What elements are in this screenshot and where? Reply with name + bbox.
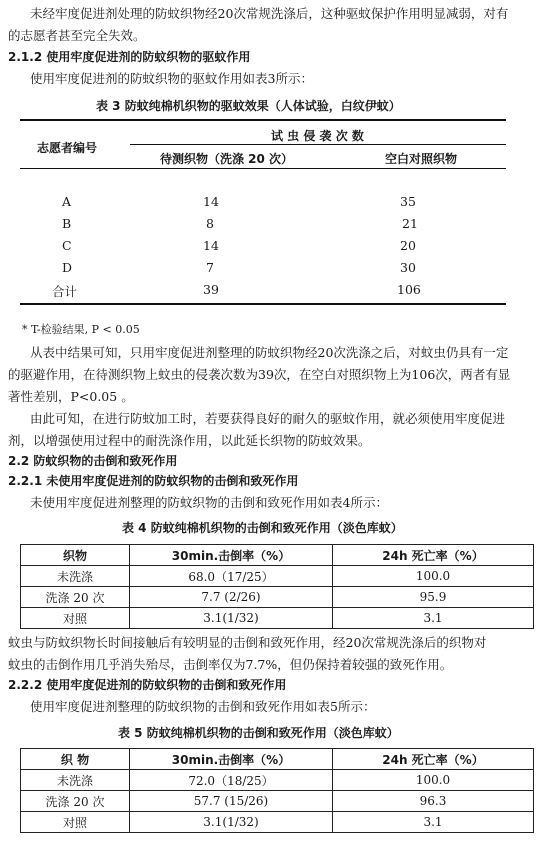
section-text-2-1-2: 使用牢度促进剂的防蚊织物的驱蚊作用如表3所示： [30, 71, 313, 86]
table3-total-test: 39 [203, 282, 219, 297]
table3-row-a-id: A [62, 194, 72, 209]
table4-cell: 对照 [21, 608, 130, 629]
para1-line-3: 著性差别，P<0.05 。 [8, 389, 134, 404]
table4-cell: 7.7 (2/26) [130, 587, 333, 608]
table5-cell: 对照 [21, 812, 130, 833]
table-row [21, 608, 534, 629]
table4-cell: 68.0（17/25） [130, 566, 333, 587]
table3-row-d-test: 7 [206, 260, 214, 275]
table3-row-b-id: B [62, 216, 72, 231]
table3-total-ctrl: 106 [397, 282, 421, 297]
table3-bottom-rule [20, 303, 506, 305]
table-row [21, 791, 534, 812]
table3-col-id: 志愿者编号 [37, 141, 98, 155]
table3-col-test: 待测织物（洗涤 20 次） [160, 152, 294, 166]
table3-row-a-test: 14 [203, 194, 219, 209]
table5-cell: 57.7 (15/26) [130, 791, 333, 812]
table5-header-fabric: 织 物 [21, 749, 130, 770]
table3-row-a-ctrl: 35 [400, 194, 416, 209]
table3-row-c-test: 14 [203, 238, 219, 253]
table3-caption: 表 3 防蚊纯棉机织物的驱蚊效果（人体试验，白纹伊蚊） [96, 99, 401, 113]
section-heading-2-2-2: 2.2.2 使用牢度促进剂的防蚊织物的击倒和致死作用 [8, 678, 287, 692]
table5-cell: 96.3 [333, 791, 534, 812]
table4-cell: 洗涤 20 次 [21, 587, 130, 608]
table5-header-knockdown: 30min.击倒率（%） [130, 749, 333, 770]
table4 [20, 544, 534, 629]
table4-header-row [21, 545, 534, 566]
table4-cell: 3.1(1/32) [130, 608, 333, 629]
table5-caption: 表 5 防蚊纯棉机织物的击倒和致死作用（淡色库蚊） [118, 726, 399, 740]
para3-line-2: 蚊虫的击倒作用几乎消失殆尽，击倒率仅为7.7%，但仍保持着较强的致死作用。 [8, 657, 453, 672]
section-heading-2-1-2: 2.1.2 使用牢度促进剂的防蚊织物的驱蚊作用 [8, 50, 251, 64]
section-heading-2-2-1: 2.2.1 未使用牢度促进剂的防蚊织物的击倒和致死作用 [8, 474, 299, 488]
table5-cell: 3.1 [333, 812, 534, 833]
table4-cell: 3.1 [333, 608, 534, 629]
table5-cell: 72.0（18/25） [130, 770, 333, 791]
table3-group-header: 试 虫 侵 袭 次 数 [271, 129, 364, 143]
table4-header-fabric: 织物 [21, 545, 130, 566]
table-row [21, 566, 534, 587]
table5-header-mortality: 24h 死亡率（%） [333, 749, 534, 770]
intro-line-2: 的志愿者甚至完全失效。 [8, 28, 146, 43]
table3-row-c-ctrl: 20 [400, 238, 416, 253]
table5 [20, 748, 534, 833]
table5-cell: 未洗涤 [21, 770, 130, 791]
table4-header-mortality: 24h 死亡率（%） [333, 545, 534, 566]
table3-head-rule [20, 168, 506, 169]
table4-header-knockdown: 30min.击倒率（%） [130, 545, 333, 566]
table4-cell: 未洗涤 [21, 566, 130, 587]
section-text-2-2-2: 使用牢度促进剂整理的防蚊织物的击倒和致死作用如表5所示： [30, 699, 376, 714]
section-text-2-2-1: 未使用牢度促进剂整理的防蚊织物的击倒和致死作用如表4所示： [30, 495, 388, 510]
table-row [21, 587, 534, 608]
table3-row-b-test: 8 [206, 216, 214, 231]
table3-total-id: 合计 [52, 284, 78, 299]
intro-line-1: 未经牢度促进剂处理的防蚊织物经20次常规洗涤后，这种驱蚊保护作用明显减弱，对有 [30, 6, 509, 21]
table4-caption: 表 4 防蚊纯棉机织物的击倒和致死作用（淡色库蚊） [122, 521, 403, 535]
table5-header-row [21, 749, 534, 770]
table4-cell: 95.9 [333, 587, 534, 608]
para3-line-1: 蚊虫与防蚊织物长时间接触后有较明显的击倒和致死作用，经20次常规洗涤后的织物对 [8, 635, 487, 650]
table3-row-b-ctrl: 21 [402, 216, 418, 231]
table5-cell: 100.0 [333, 770, 534, 791]
table-row [21, 770, 534, 791]
table3-row-d-ctrl: 30 [400, 260, 416, 275]
table4-cell: 100.0 [333, 566, 534, 587]
para1-line-2: 的驱避作用，在待测织物上蚊虫的侵袭次数为39次，在空白对照织物上为106次，两者有显 [8, 367, 511, 382]
table-row [21, 812, 534, 833]
section-heading-2-2: 2.2 防蚊织物的击倒和致死作用 [8, 454, 178, 468]
table3-col-ctrl: 空白对照织物 [385, 152, 458, 166]
table3-top-rule [20, 119, 506, 121]
table3-row-c-id: C [62, 238, 72, 253]
para1-line-1: 从表中结果可知，只用牢度促进剂整理的防蚊织物经20次洗涤之后，对蚊虫仍具有一定 [30, 345, 509, 360]
table3-note: * T-检验结果, P < 0.05 [22, 323, 140, 336]
table3-row-d-id: D [62, 260, 73, 275]
table5-cell: 3.1(1/32) [130, 812, 333, 833]
para2-line-1: 由此可知，在进行防蚊加工时，若要获得良好的耐久的驱蚊作用，就必须使用牢度促进 [30, 411, 506, 426]
para2-line-2: 剂，以增强使用过程中的耐洗涤作用，以此延长织物的防蚊效果。 [8, 433, 371, 448]
table5-cell: 洗涤 20 次 [21, 791, 130, 812]
table3-group-rule [130, 144, 506, 145]
